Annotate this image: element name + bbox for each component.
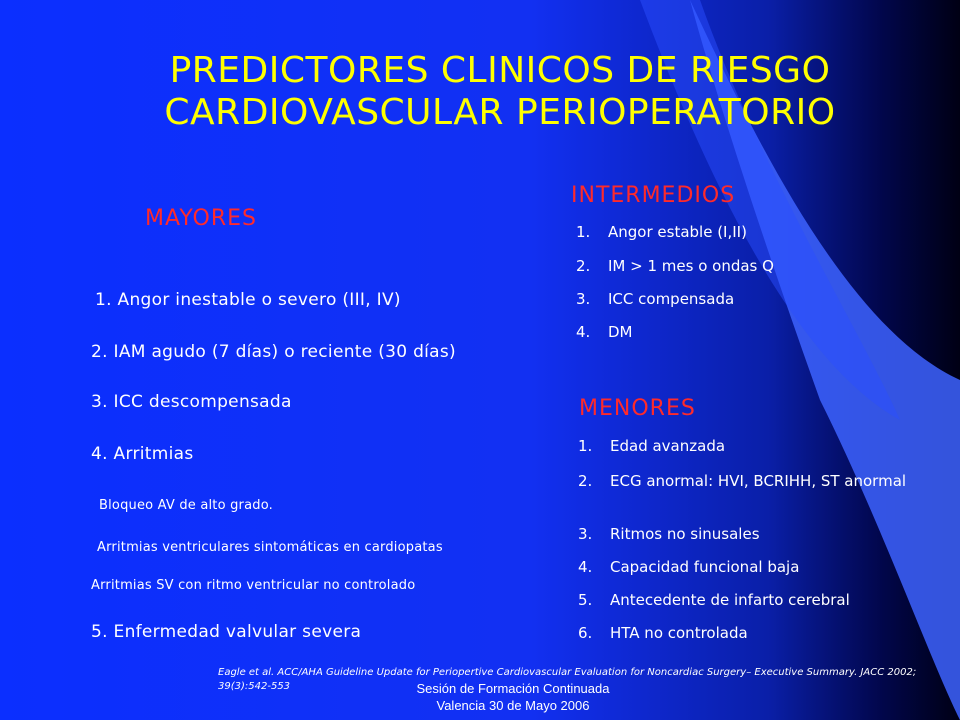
- list-number: 2.: [578, 472, 593, 490]
- list-item: [576, 290, 774, 323]
- intermedios-heading: INTERMEDIOS: [571, 183, 736, 208]
- list-number: 1.: [576, 223, 591, 241]
- list-number: 6.: [578, 624, 593, 642]
- list-text: Ritmos no sinusales: [610, 525, 760, 543]
- list-item: [578, 471, 908, 525]
- menores-list: [578, 437, 908, 642]
- list-text: HTA no controlada: [610, 624, 748, 642]
- intermedios-list: [576, 223, 774, 341]
- list-number: 3.: [578, 525, 593, 543]
- mayores-item-2: 2. IAM agudo (7 días) o reciente (30 días): [91, 342, 456, 362]
- list-number: 4.: [576, 323, 591, 341]
- list-number: 5.: [578, 591, 593, 609]
- mayores-heading: MAYORES: [145, 206, 258, 231]
- list-item: [578, 558, 908, 591]
- list-item: [576, 257, 774, 290]
- mayores-item-3: 3. ICC descompensada: [91, 392, 292, 412]
- mayores-item-4: 4. Arritmias: [91, 444, 194, 464]
- slide-title-line2: CARDIOVASCULAR PERIOPERATORIO: [164, 92, 836, 133]
- list-item: [578, 591, 908, 624]
- list-item: [578, 624, 908, 642]
- list-item: [576, 323, 774, 341]
- list-number: 4.: [578, 558, 593, 576]
- list-text: ECG anormal: HVI, BCRIHH, ST anormal: [610, 472, 907, 490]
- mayores-item-5: 5. Enfermedad valvular severa: [91, 622, 362, 642]
- list-text: Angor estable (I,II): [608, 223, 747, 241]
- list-text: Antecedente de infarto cerebral: [610, 591, 850, 609]
- list-item: [578, 437, 908, 471]
- list-text: DM: [608, 323, 633, 341]
- list-text: Capacidad funcional baja: [610, 558, 800, 576]
- footer-line2: Valencia 30 de Mayo 2006: [436, 698, 590, 713]
- mayores-item-1: 1. Angor inestable o severo (III, IV): [95, 290, 401, 310]
- menores-heading: MENORES: [579, 396, 696, 421]
- list-item: [576, 223, 774, 257]
- arritmias-sub-2: Arritmias ventriculares sintomáticas en cardiopatas: [97, 540, 443, 555]
- list-number: 1.: [578, 437, 593, 455]
- slide-title-line1: PREDICTORES CLINICOS DE RIESGO: [169, 50, 831, 91]
- footer-line1: Sesión de Formación Continuada: [416, 681, 610, 696]
- list-text: IM > 1 mes o ondas Q: [608, 257, 774, 275]
- arritmias-sub-1: Bloqueo AV de alto grado.: [99, 498, 273, 513]
- list-number: 3.: [576, 290, 591, 308]
- list-number: 2.: [576, 257, 591, 275]
- list-item: [578, 525, 908, 558]
- list-text: ICC compensada: [608, 290, 735, 308]
- list-text: Edad avanzada: [610, 437, 726, 455]
- citation-reference: Eagle et al. ACC/AHA Guideline Update for Periopertive Cardiovascular Evaluation for Noncardiac Surgery– Executive Summary. JACC 2002; 39(3):542-553: [218, 667, 917, 692]
- arritmias-sub-3: Arritmias SV con ritmo ventricular no controlado: [91, 578, 416, 593]
